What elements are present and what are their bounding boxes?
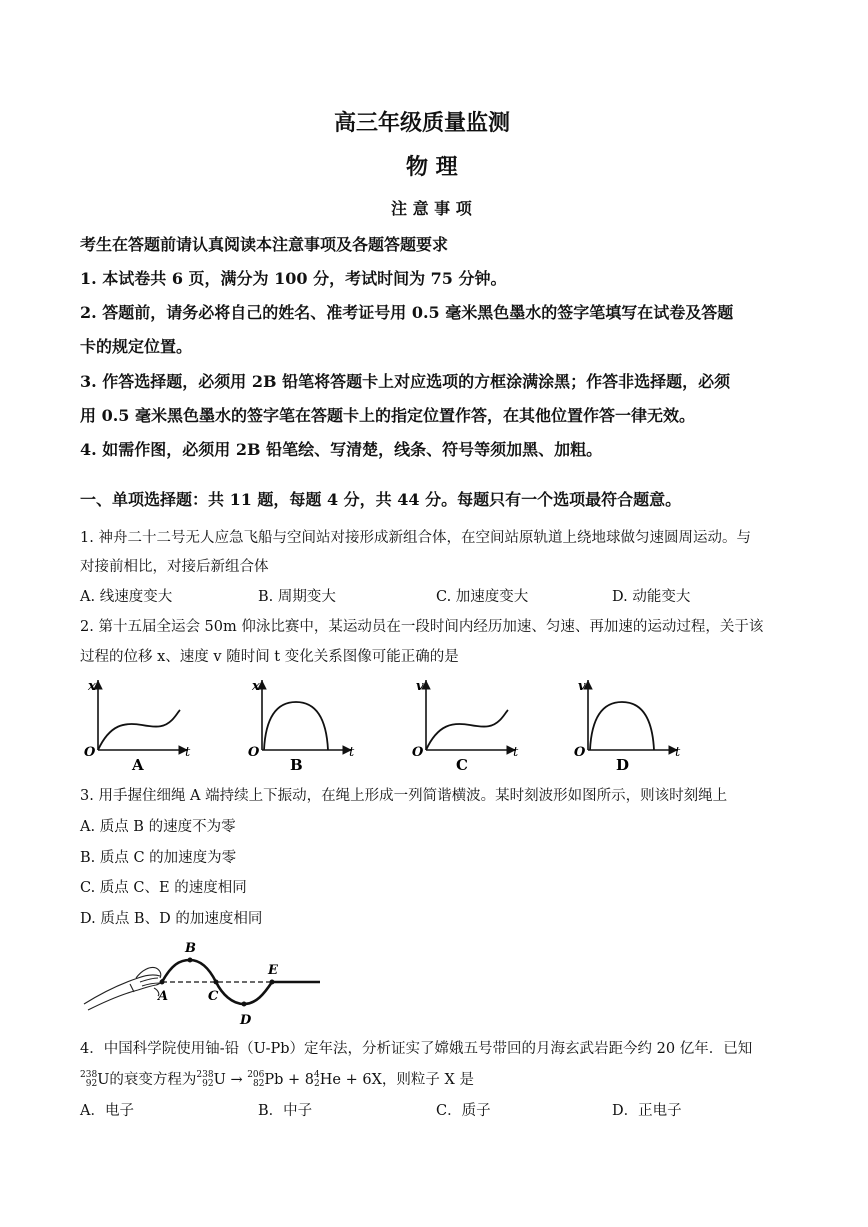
graph-b-origin: O — [248, 745, 260, 760]
q3-wave-figure — [80, 938, 340, 1030]
q4-option-a: A．电子 — [80, 1103, 134, 1119]
graph-a-xaxis: t — [185, 745, 191, 760]
graph-d-curve — [590, 702, 654, 750]
graph-c-xaxis: t — [513, 745, 519, 760]
graph-a — [84, 679, 191, 774]
subject-title: 物 理 — [406, 154, 458, 180]
notice-intro: 考生在答题前请认真阅读本注意事项及各题答题要求 — [80, 235, 449, 254]
graph-a-curve — [98, 710, 180, 750]
question-1-text-cont: 对接前相比，对接后新组合体 — [80, 559, 269, 575]
wave-label-b: B — [185, 941, 196, 956]
q3-option-a: A. 质点 B 的速度不为零 — [80, 819, 236, 835]
eq-body: U → — [213, 1072, 248, 1088]
he-atomic-number: 2 — [314, 1079, 320, 1089]
pb-mass-number: 206 — [247, 1070, 265, 1080]
graph-a-label: A — [132, 756, 144, 774]
question-2-text-cont: 过程的位移 x、速度 v 随时间 t 变化关系图像可能正确的是 — [80, 649, 459, 665]
q2-graphs — [80, 672, 720, 782]
eq-he: He + 6X，则粒子 X 是 — [319, 1072, 474, 1088]
graph-c — [412, 679, 519, 774]
graph-d-origin: O — [574, 745, 586, 760]
notice-item: 3. 作答选择题，必须用 2B 铅笔将答题卡上对应选项的方框涂满涂黑；作答非选择题，必须 — [80, 372, 731, 391]
graph-b-xaxis: t — [349, 745, 355, 760]
wave-label-e: E — [268, 963, 278, 978]
q3-option-d: D. 质点 B、D 的加速度相同 — [80, 911, 263, 927]
notice-item: 1. 本试卷共 6 页，满分为 100 分，考试时间为 75 分钟。 — [80, 269, 507, 288]
q3-option-c: C. 质点 C、E 的速度相同 — [80, 880, 247, 896]
q4-option-b: B．中子 — [258, 1103, 313, 1119]
graph-d-label: D — [616, 756, 630, 774]
q4-option-d: D．正电子 — [612, 1103, 682, 1119]
graph-b-yaxis: x — [252, 679, 260, 694]
graph-c-curve — [426, 710, 508, 750]
q1-option-c: C. 加速度变大 — [436, 589, 529, 605]
wave-label-a: A — [158, 989, 169, 1004]
graph-d-yaxis: v — [578, 679, 586, 694]
question-3-text: 3. 用手握住细绳 A 端持续上下振动，在绳上形成一列简谐横波。某时刻波形如图所示，则该时刻绳上 — [80, 788, 728, 804]
graph-c-label: C — [456, 756, 468, 774]
question-2-text: 2. 第十五届全运会 50m 仰泳比赛中，某运动员在一段时间内经历加速、匀速、再加速的运动过程，关于该 — [80, 619, 764, 635]
wave-label-c: C — [208, 989, 219, 1004]
q1-option-b: B. 周期变大 — [258, 589, 336, 605]
eq-pb: Pb + 8 — [264, 1072, 315, 1088]
question-4-equation: 238 92 U的衰变方程为 238 92 U → 206 82 Pb + 8 4 2 He + 6X，则粒子 X 是 — [80, 1070, 474, 1089]
graph-b — [248, 679, 355, 774]
he-mass-number: 4 — [314, 1070, 320, 1080]
q1-option-d: D. 动能变大 — [612, 589, 691, 605]
pb-atomic-number: 82 — [252, 1079, 265, 1089]
notice-heading: 注 意 事 项 — [391, 199, 472, 218]
question-1-text: 1. 神舟二十二号无人应急飞船与空间站对接形成新组合体，在空间站原轨道上绕地球做匀速圆周运动。与 — [80, 530, 751, 546]
graph-a-origin: O — [84, 745, 96, 760]
u-atomic-number: 92 — [85, 1079, 98, 1089]
graph-b-curve — [264, 702, 328, 750]
q3-option-b: B. 质点 C 的加速度为零 — [80, 850, 237, 866]
section-heading: 一、单项选择题：共 11 题，每题 4 分，共 44 分。每题只有一个选项最符合题意。 — [80, 490, 682, 509]
eq-prefix: U的衰变方程为 — [97, 1072, 197, 1088]
notice-item: 卡的规定位置。 — [80, 337, 193, 356]
graph-b-label: B — [290, 756, 303, 774]
wave-label-d: D — [240, 1013, 252, 1028]
wave-curve — [162, 960, 320, 1004]
graph-c-yaxis: v — [416, 679, 424, 694]
u-mass-number: 238 — [80, 1070, 98, 1080]
notice-item: 2. 答题前，请务必将自己的姓名、准考证号用 0.5 毫米黑色墨水的签字笔填写在试卷及答题 — [80, 303, 734, 322]
notice-item: 4. 如需作图，必须用 2B 铅笔绘、写清楚，线条、符号等须加黑、加粗。 — [80, 440, 603, 459]
question-4-text: 4．中国科学院使用铀-铅（U-Pb）定年法，分析证实了嫦娥五号带回的月海玄武岩距今约 20 亿年．已知 — [80, 1041, 753, 1057]
graph-d-xaxis: t — [675, 745, 681, 760]
page-title: 高三年级质量监测 — [334, 110, 511, 136]
q4-option-c: C．质子 — [436, 1103, 491, 1119]
notice-item: 用 0.5 毫米黑色墨水的签字笔在答题卡上的指定位置作答，在其他位置作答一律无效。 — [80, 406, 695, 425]
graph-d — [574, 679, 681, 774]
graph-a-yaxis: x — [88, 679, 96, 694]
graph-c-origin: O — [412, 745, 424, 760]
hand-icon — [84, 967, 162, 1010]
q1-option-a: A. 线速度变大 — [80, 589, 173, 605]
